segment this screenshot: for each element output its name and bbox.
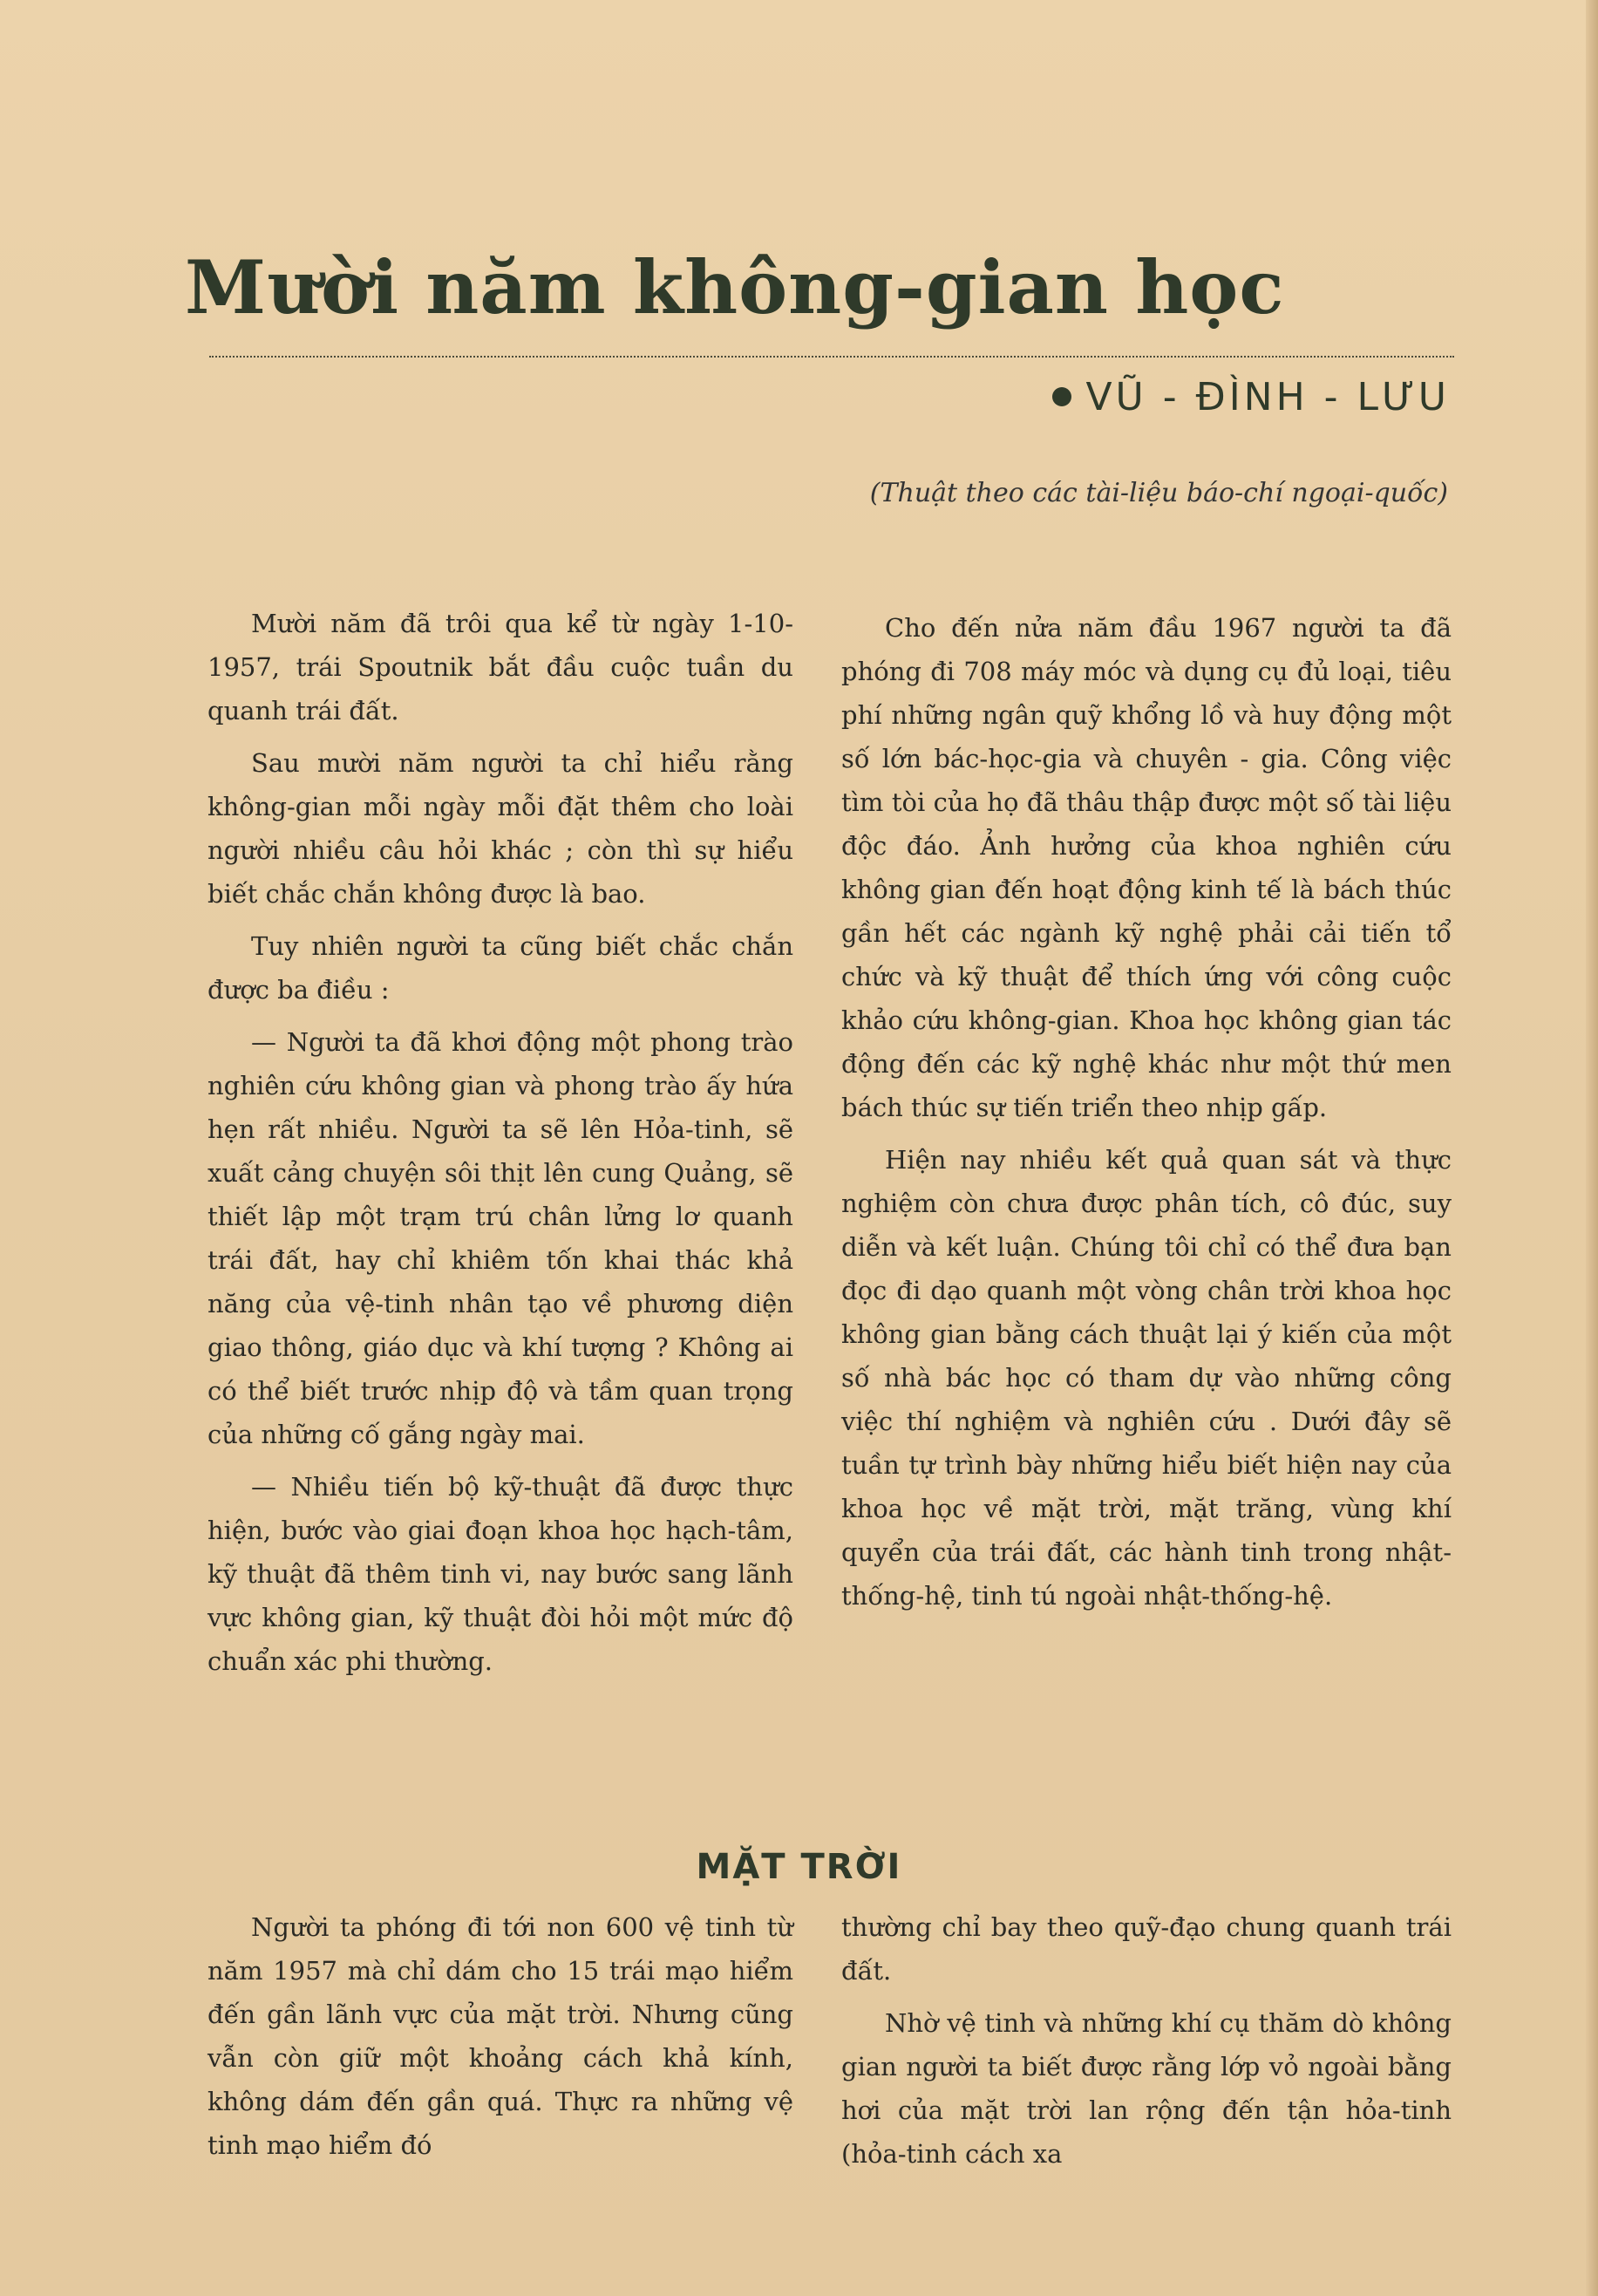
paragraph: Mười năm đã trôi qua kể từ ngày 1-10-1957, trái Spoutnik bắt đầu cuộc tuần du quanh trái đất.	[207, 609, 793, 726]
title-divider	[209, 356, 1454, 358]
paragraph: — Nhiều tiến bộ kỹ-thuật đã được thực hiện, bước vào giai đoạn khoa học hạch-tâm, kỹ thuật đã thêm tinh vi, nay bước sang lãnh vực không gian, kỹ thuật đòi hỏi một mức độ chuẩn xác phi thường.	[207, 1472, 793, 1676]
column-left-sun	[207, 1905, 793, 2176]
source-note: (Thuật theo các tài-liệu báo-chí ngoại-quốc)	[869, 478, 1448, 508]
article-title: Mười năm không-gian học	[185, 244, 1285, 330]
paragraph: Tuy nhiên người ta cũng biết chắc chắn được ba điều :	[207, 931, 793, 1005]
paragraph: Người ta phóng đi tới non 600 vệ tinh từ năm 1957 mà chỉ dám cho 15 trái mạo hiểm đến gần lãnh vực của mặt trời. Nhưng cũng vẫn còn giữ một khoảng cách khả kính, không dám đến gần quá. Thực ra những vệ tinh mạo hiểm đó	[207, 1912, 793, 2160]
paragraph: — Người ta đã khơi động một phong trào nghiên cứu không gian và phong trào ấy hứa hẹn rất nhiều. Người ta sẽ lên Hỏa-tinh, sẽ xuất cảng chuyện sôi thịt lên cung Quảng, sẽ thiết lập một trạm trú chân lửng lơ quanh trái đất, hay chỉ khiêm tốn khai thác khả năng của vệ-tinh nhân tạo về phương diện giao thông, giáo dục và khí tượng ? Không ai có thể biết trước nhịp độ và tầm quan trọng của những cố gắng ngày mai.	[207, 1027, 793, 1449]
section-heading: MẶT TRỜI	[696, 1847, 902, 1887]
paragraph: Cho đến nửa năm đầu 1967 người ta đã phóng đi 708 máy móc và dụng cụ đủ loại, tiêu phí những ngân quỹ khổng lồ và huy động một số lớn bác-học-gia và chuyên - gia. Công việc tìm tòi của họ đã thâu thập được một số tài liệu độc đáo. Ảnh hưởng của khoa nghiên cứu không gian đến hoạt động kinh tế là bách thúc gần hết các ngành kỹ nghệ phải cải tiến tổ chức và kỹ thuật để thích ứng với công cuộc khảo cứu không-gian. Khoa học không gian tác động đến các kỹ nghệ khác như một thứ men bách thúc sự tiến triển theo nhịp gấp.	[841, 613, 1452, 1122]
paragraph: thường chỉ bay theo quỹ-đạo chung quanh trái đất.	[841, 1912, 1452, 1986]
column-right	[841, 606, 1452, 1626]
author-name: VŨ - ĐÌNH - LƯU	[1085, 375, 1450, 419]
paragraph: Nhờ vệ tinh và những khí cụ thăm dò không gian người ta biết được rằng lớp vỏ ngoài bằng hơi của mặt trời lan rộng đến tận hỏa-tinh (hỏa-tinh cách xa	[841, 2008, 1452, 2169]
paragraph: Sau mười năm người ta chỉ hiểu rằng không-gian mỗi ngày mỗi đặt thêm cho loài người nhiều câu hỏi khác ; còn thì sự hiểu biết chắc chắn không được là bao.	[207, 748, 793, 909]
column-left	[207, 602, 793, 1692]
column-right-sun	[841, 1905, 1452, 2184]
paragraph: Hiện nay nhiều kết quả quan sát và thực nghiệm còn chưa được phân tích, cô đúc, suy diễn và kết luận. Chúng tôi chỉ có thể đưa bạn đọc đi dạo quanh một vòng chân trời khoa học không gian bằng cách thuật lại ý kiến của một số nhà bác học có tham dự vào những công việc thí nghiệm và nghiên cứu . Dưới đây sẽ tuần tự trình bày những hiểu biết hiện nay của khoa học về mặt trời, mặt trăng, vùng khí quyển của trái đất, các hành tinh trong nhật-thống-hệ, tinh tú ngoài nhật-thống-hệ.	[841, 1145, 1452, 1611]
page-edge	[1586, 0, 1598, 2296]
bullet-icon	[1052, 387, 1071, 406]
author-byline	[1052, 375, 1450, 419]
